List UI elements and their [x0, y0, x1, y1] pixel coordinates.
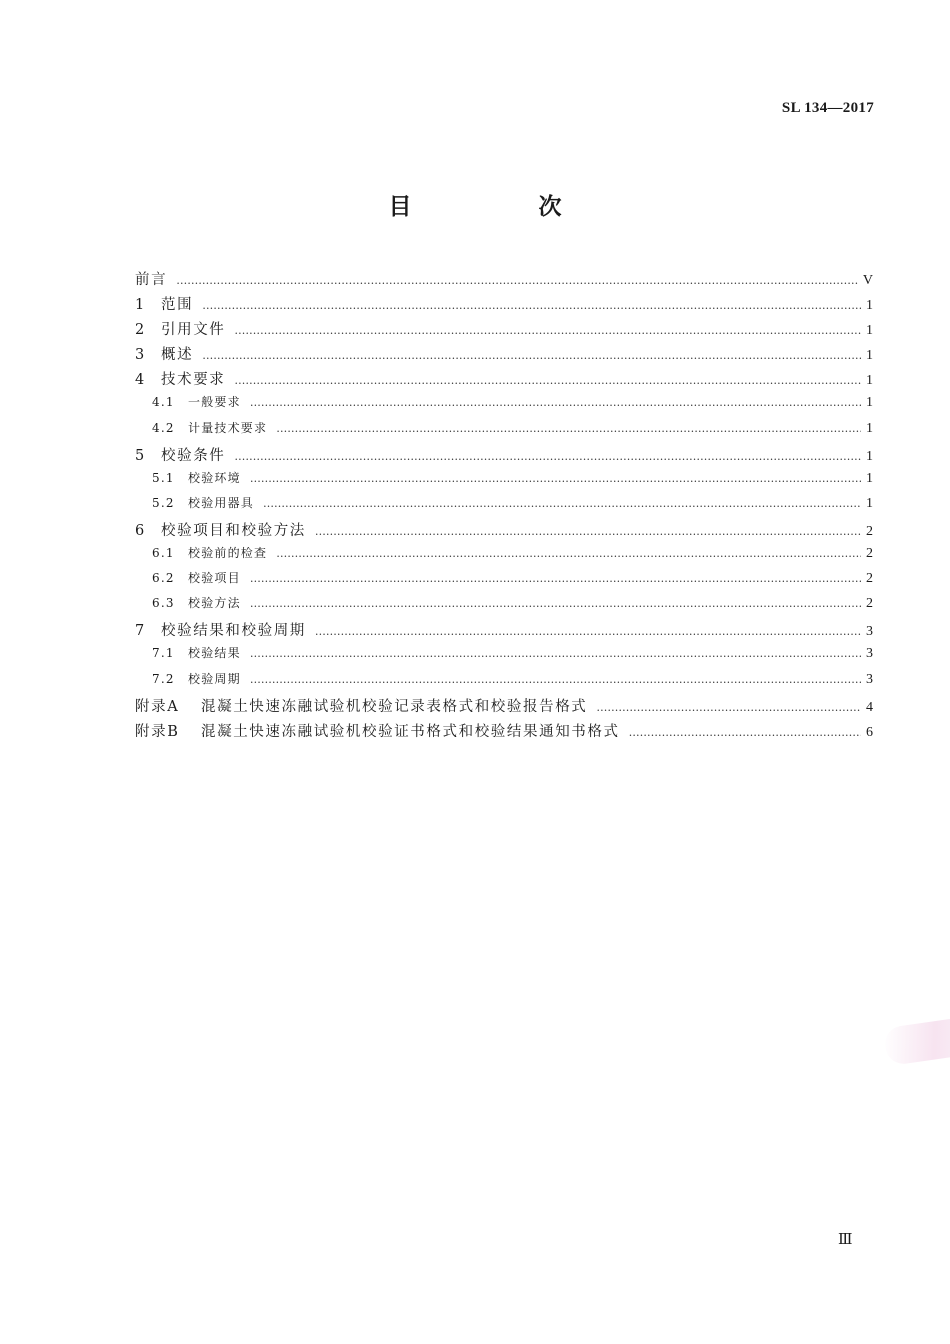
toc-entry-page: 3: [866, 624, 873, 640]
toc-subentry[interactable]: [135, 393, 873, 418]
toc-entry-title: 校验用器具: [188, 495, 255, 510]
toc-entry[interactable]: [135, 318, 873, 343]
toc-entry-number: 6.2: [152, 571, 175, 586]
toc-entry-number: 6.3: [152, 596, 175, 611]
toc-subentry[interactable]: [135, 670, 873, 695]
toc-subentry[interactable]: [135, 594, 873, 619]
toc-entry[interactable]: [135, 343, 873, 368]
toc-entry-page: 1: [866, 470, 873, 486]
toc-entry-title: 校验前的检查: [188, 546, 268, 561]
toc-subentry[interactable]: [135, 419, 873, 444]
toc-entry-title: 校验周期: [188, 671, 241, 686]
toc-leader-dots: [276, 422, 861, 435]
toc-entry[interactable]: [135, 619, 873, 644]
toc-entry-title: 校验方法: [188, 596, 241, 611]
toc-subentry[interactable]: [135, 644, 873, 669]
toc-entry-number: 5.2: [152, 495, 175, 510]
toc-entry-number: 5.1: [152, 470, 175, 485]
toc-leader-dots: [250, 396, 861, 409]
toc-entry-page: 2: [866, 546, 873, 562]
toc-entry-page: 6: [866, 724, 873, 740]
toc-entry-title: 混凝土快速冻融试验机校验证书格式和校验结果通知书格式: [201, 723, 620, 740]
toc-entry-title: 技术要求: [161, 372, 226, 389]
toc-entry-number: 4.2: [152, 420, 175, 435]
toc-leader-dots: [250, 472, 861, 485]
toc-leader-dots: [596, 701, 861, 714]
toc-leader-dots: [234, 324, 861, 337]
toc-leader-dots: [250, 572, 861, 585]
toc-entry[interactable]: [135, 720, 873, 745]
toc-entry-title: 引用文件: [161, 322, 226, 339]
toc-entry[interactable]: [135, 695, 873, 720]
toc-leader-dots: [263, 497, 861, 510]
toc-entry-page: 4: [866, 699, 873, 715]
toc-entry-number: 4.1: [152, 395, 175, 410]
toc-entry-page: 1: [866, 420, 873, 436]
table-of-contents: [135, 268, 873, 745]
toc-entry-page: V: [862, 273, 873, 288]
toc-entry-page: 1: [866, 495, 873, 511]
page-number: Ⅲ: [838, 1232, 853, 1248]
toc-entry-title: 校验条件: [161, 447, 226, 464]
toc-entry-number: 4: [135, 372, 146, 389]
toc-subentry[interactable]: [135, 469, 873, 494]
toc-entry-title: 概述: [161, 347, 194, 364]
toc-entry-page: 3: [866, 671, 873, 687]
toc-leader-dots: [315, 525, 861, 538]
toc-subentry[interactable]: [135, 494, 873, 519]
toc-entry-number: 附录B: [135, 723, 180, 740]
toc-leader-dots: [250, 673, 861, 686]
toc-entry[interactable]: [135, 293, 873, 318]
toc-leader-dots: [315, 625, 861, 638]
toc-entry-number: 1: [135, 297, 146, 314]
toc-entry-number: 7.1: [152, 646, 175, 661]
toc-entry[interactable]: [135, 268, 873, 293]
toc-leader-dots: [202, 349, 861, 362]
toc-entry[interactable]: [135, 368, 873, 393]
toc-subentry[interactable]: [135, 569, 873, 594]
toc-entry-number: 6.1: [152, 546, 175, 561]
toc-entry-title: 校验结果: [188, 646, 241, 661]
toc-entry-number: 7.2: [152, 671, 175, 686]
toc-entry-number: 5: [135, 447, 146, 464]
toc-entry-title: 计量技术要求: [188, 420, 268, 435]
toc-entry-number: 附录A: [135, 698, 180, 715]
toc-leader-dots: [250, 597, 861, 610]
toc-entry-title: 前言: [135, 272, 168, 288]
toc-entry-number: 2: [135, 322, 146, 339]
toc-entry-number: 7: [135, 623, 146, 640]
toc-entry-title: 校验项目: [188, 571, 241, 586]
toc-entry-page: 1: [866, 448, 873, 464]
toc-title: 目 次: [388, 194, 614, 220]
toc-entry-number: 6: [135, 522, 146, 539]
toc-entry-page: 2: [866, 571, 873, 587]
toc-leader-dots: [276, 547, 861, 560]
toc-leader-dots: [250, 647, 861, 660]
toc-leader-dots: [234, 374, 861, 387]
toc-entry-title: 混凝土快速冻融试验机校验记录表格式和校验报告格式: [201, 698, 588, 715]
toc-leader-dots: [176, 274, 858, 287]
toc-entry-page: 3: [866, 646, 873, 662]
standard-code: SL 134—2017: [781, 100, 874, 116]
toc-entry-title: 范围: [161, 297, 194, 314]
toc-entry-page: 1: [866, 298, 873, 314]
toc-entry-title: 一般要求: [188, 395, 241, 410]
toc-entry-page: 1: [866, 373, 873, 389]
toc-leader-dots: [629, 726, 861, 739]
toc-entry[interactable]: [135, 519, 873, 544]
toc-entry-number: 3: [135, 347, 146, 364]
toc-entry-title: 校验项目和校验方法: [161, 522, 306, 539]
toc-leader-dots: [202, 299, 861, 312]
toc-entry-page: 1: [866, 323, 873, 339]
toc-entry-title: 校验环境: [188, 470, 241, 485]
toc-entry-page: 1: [866, 395, 873, 411]
toc-entry-title: 校验结果和校验周期: [161, 623, 306, 640]
toc-subentry[interactable]: [135, 544, 873, 569]
toc-leader-dots: [234, 450, 861, 463]
toc-entry-page: 2: [866, 523, 873, 539]
toc-entry-page: 1: [866, 348, 873, 364]
pink-scan-mark: [883, 1016, 950, 1066]
toc-entry-page: 2: [866, 596, 873, 612]
toc-entry[interactable]: [135, 444, 873, 469]
